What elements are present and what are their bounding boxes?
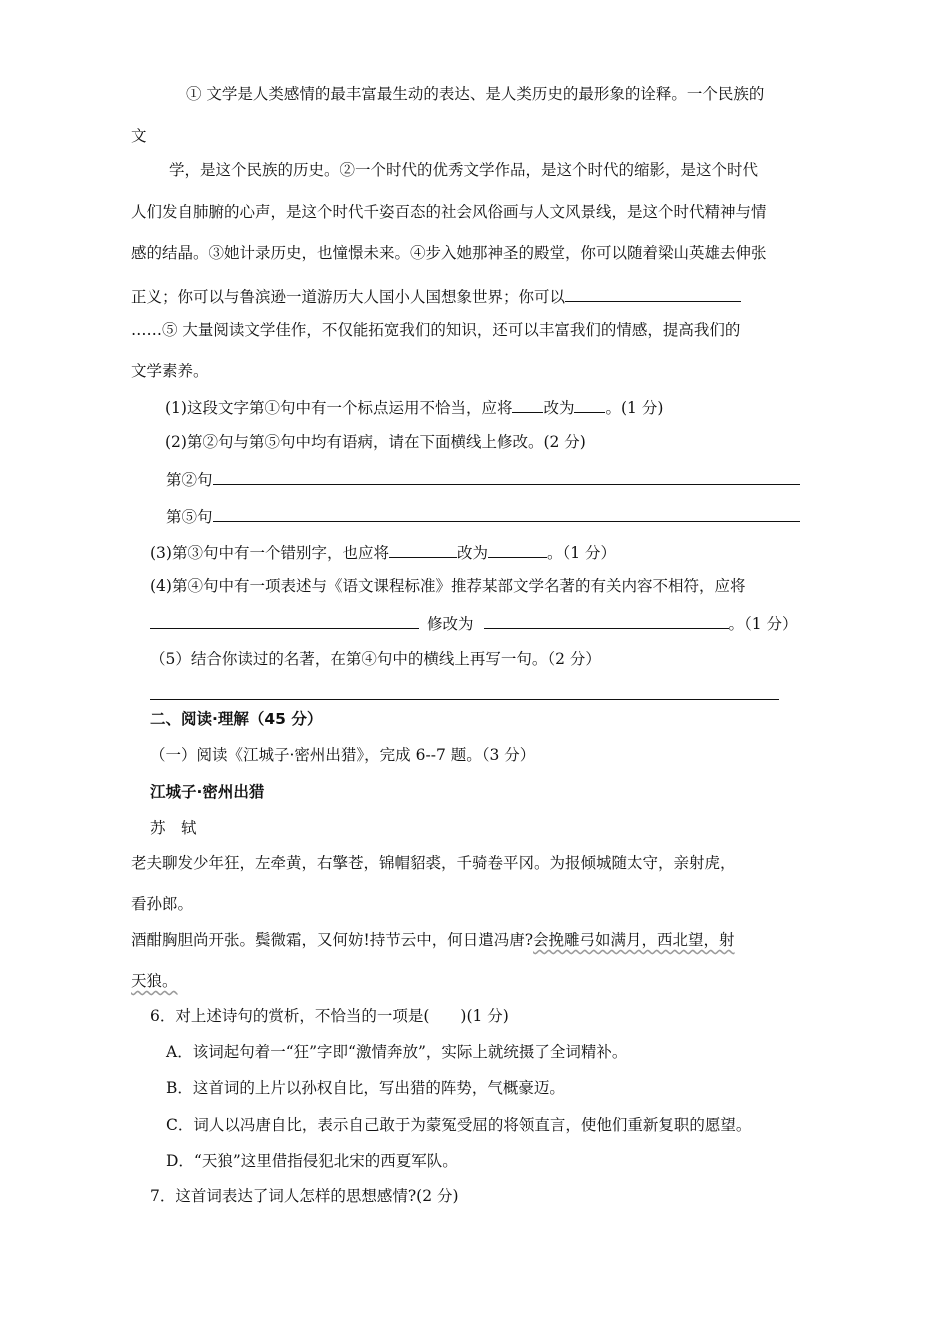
passage-line-2: 文 [131,127,147,145]
answer-blank-q1-from[interactable] [512,396,543,413]
passage-line-6 [131,285,741,307]
question-1 [165,396,663,418]
passage-line-5: 感的结晶。③她计录历史，也憧憬未来。④步入她那神圣的殿堂，你可以随着梁山英雄去伸张 [131,244,767,262]
question-2-sentence-5 [166,505,800,527]
passage-line-1: ① 文学是人类感情的最丰富最生动的表达、是人类历史的最形象的诠释。一个民族的 [186,85,765,103]
passage-line-8: 文学素养。 [131,362,209,380]
question-5: （5）结合你读过的名著，在第④句中的横线上再写一句。（2 分） [150,650,601,668]
question-6-option-a[interactable]: A．该词起句着一“狂”字即“激情奔放”，实际上就统摄了全词精补。 [166,1043,628,1061]
poem-line-4-text: 天狼。 [131,972,178,990]
answer-blank-q4-to[interactable] [484,612,729,629]
passage-line-4: 人们发自肺腑的心声，是这个时代千姿百态的社会风俗画与人文风景线，是这个时代精神与情 [131,203,767,221]
answer-line-q5[interactable] [150,699,779,700]
question-2-sentence-2-label: 第②句 [166,471,213,489]
poem-author: 苏 轼 [150,819,197,837]
question-4-end: 。（1 分） [728,615,798,633]
subsection-heading: （一）阅读《江城子·密州出猎》，完成 6--7 题。（3 分） [150,746,536,764]
question-3-text: (3)第③句中有一个错别字，也应将 [150,544,389,562]
question-1-mid: 改为 [543,399,575,417]
poem-line-4 [131,971,178,991]
poem-line-3-b: 会挽雕弓如满月，西北望，射 [533,931,735,949]
section-heading: 二、阅读·理解（45 分） [150,710,323,728]
question-3 [150,541,616,563]
question-3-mid: 改为 [456,544,488,562]
question-2-sentence-5-label: 第⑤句 [166,508,213,526]
question-2: (2)第②句与第⑤句中均有语病，请在下面横线上修改。(2 分) [165,433,586,451]
poem-line-1: 老夫聊发少年狂，左牵黄，右擎苍，锦帽貂裘，千骑卷平冈。为报倾城随太守，亲射虎， [131,854,736,872]
question-3-end: 。（1 分） [546,544,617,562]
question-4: (4)第④句中有一项表述与《语文课程标准》推荐某部文学名著的有关内容不相符，应将 [150,577,746,595]
question-2-sentence-2 [166,468,800,490]
answer-blank-q5[interactable] [565,285,741,302]
answer-line-q2-s2[interactable] [213,468,800,485]
poem-line-3-a: 酒酣胸胆尚开张。鬓微霜，又何妨!持节云中，何日遣冯唐? [131,931,534,949]
question-6-option-b[interactable]: B．这首词的上片以孙权自比，写出猎的阵势，气概豪迈。 [166,1079,565,1097]
answer-blank-q3-from[interactable] [389,541,457,558]
question-1-text: (1)这段文字第①句中有一个标点运用不恰当，应将 [165,399,513,417]
passage-line-6-text: 正义；你可以与鲁滨逊一道游历大人国小人国想象世界；你可以 [131,288,566,306]
poem-line-2: 看孙郎。 [131,895,194,913]
question-6: 6．对上述诗句的赏析，不恰当的一项是( )(1 分) [150,1007,509,1025]
question-7: 7．这首词表达了词人怎样的思想感情?(2 分) [150,1187,459,1205]
passage-line-3: 学，是这个民族的历史。②一个时代的优秀文学作品，是这个时代的缩影，是这个时代 [169,161,759,179]
question-4-mid: 修改为 [427,615,474,633]
answer-blank-q3-to[interactable] [488,541,547,558]
question-4-line-2 [150,612,798,634]
question-6-option-c[interactable]: C．词人以冯唐自比，表示自己敢于为蒙冤受屈的将领直言，使他们重新复职的愿望。 [166,1116,752,1134]
passage-line-7: ……⑤ 大量阅读文学佳作，不仅能拓宽我们的知识，还可以丰富我们的情感，提高我们的 [131,321,741,339]
poem-line-3 [131,930,735,950]
poem-title: 江城子·密州出猎 [150,783,265,801]
question-6-option-d[interactable]: D．“天狼”这里借指侵犯北宋的西夏军队。 [166,1152,458,1170]
answer-line-q2-s5[interactable] [213,505,800,522]
question-1-end: 。(1 分) [605,399,664,417]
answer-blank-q1-to[interactable] [574,396,605,413]
answer-blank-q4-from[interactable] [150,612,419,629]
